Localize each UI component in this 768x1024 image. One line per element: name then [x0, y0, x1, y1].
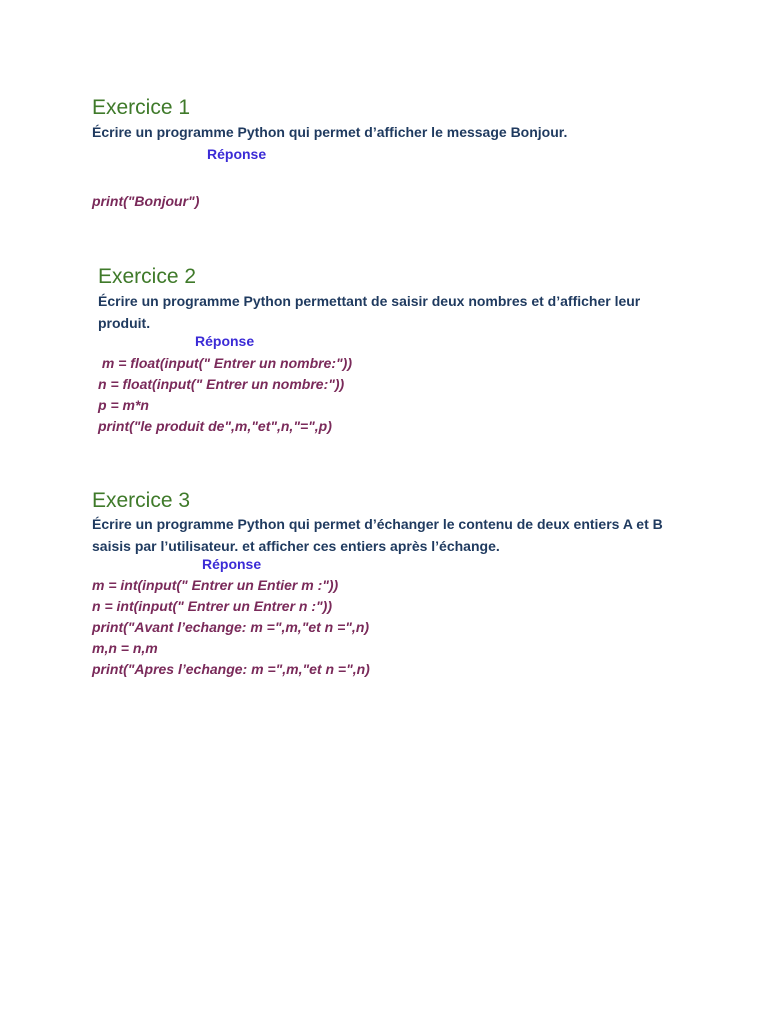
code-line: m = int(input(" Entrer un Entier m :")) [92, 577, 339, 593]
exercise-2-title: Exercice 2 [98, 265, 197, 288]
code-line: n = int(input(" Entrer un Entrer n :")) [92, 598, 332, 614]
exercise-2-answer-label: Réponse [195, 333, 255, 349]
code-line: n = float(input(" Entrer un nombre:")) [98, 376, 345, 392]
code-line: print("Apres l’echange: m =",m,"et n =",n) [92, 661, 370, 677]
exercise-1-code [92, 191, 199, 212]
code-line: print("Bonjour") [92, 193, 200, 209]
exercise-3-code [92, 575, 370, 680]
exercise-2-code [98, 353, 352, 437]
exercise-1-question: Écrire un programme Python qui permet d’afficher le message Bonjour. [92, 124, 568, 140]
exercise-3-answer-label: Réponse [202, 556, 262, 572]
code-line: print("Avant l’echange: m =",m,"et n =",n) [92, 619, 370, 635]
exercise-1-title: Exercice 1 [92, 96, 191, 119]
code-line: m = float(input(" Entrer un nombre:")) [98, 355, 352, 371]
exercise-3-title: Exercice 3 [92, 489, 191, 512]
exercise-1-answer-label: Réponse [207, 146, 267, 162]
code-line: print("le produit de",m,"et",n,"=",p) [98, 418, 332, 434]
exercise-3-question: Écrire un programme Python qui permet d’échanger le contenu de deux entiers A et B saisis par l’utilisateur. et afficher ces entiers après l’échange. [92, 516, 663, 554]
code-line: p = m*n [98, 397, 149, 413]
exercise-2-question: Écrire un programme Python permettant de saisir deux nombres et d’afficher leur produit. [98, 293, 641, 331]
code-line: m,n = n,m [92, 640, 158, 656]
